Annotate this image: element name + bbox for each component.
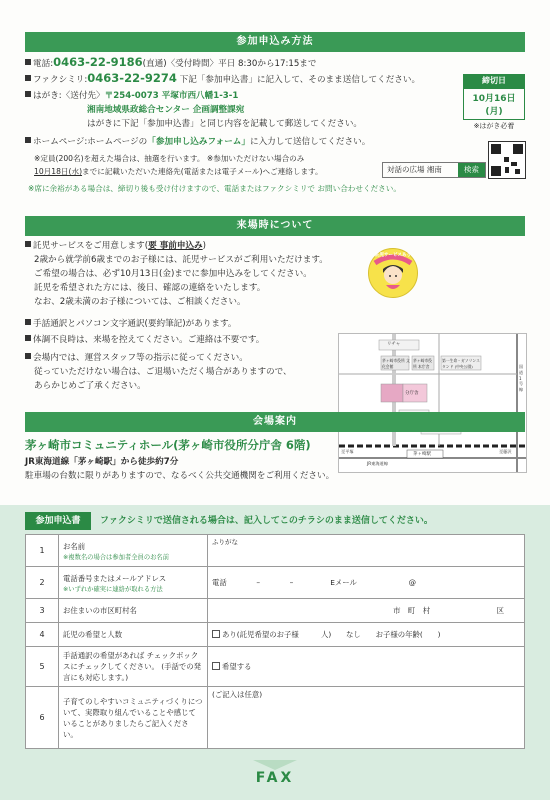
checkbox-icon[interactable] xyxy=(212,662,220,670)
phone-number: 0463-22-9186 xyxy=(53,55,143,69)
phone-line xyxy=(25,56,317,71)
name-field[interactable] xyxy=(208,535,525,567)
note-contact-date: 10月18日(水) xyxy=(34,167,83,176)
map-label-9: 国道1号線 xyxy=(519,364,523,392)
bullet-icon xyxy=(25,353,31,359)
childcare-options: あり(託児希望のお子様 人) なし お子様の年齢( ) xyxy=(222,630,441,639)
phone-label: 電話: xyxy=(33,59,54,69)
childcare-field[interactable] xyxy=(208,623,525,647)
row-question: 手話通訳の希望があれば チェックボックスにチェックしてください。 (手話での発言にも対応します。) xyxy=(59,647,208,687)
form-row xyxy=(26,647,525,687)
map-label-10: 至平塚 xyxy=(341,449,354,454)
fax-label: FAX xyxy=(255,770,295,786)
map-label-8: JR東海道線 xyxy=(367,461,388,466)
row-number: 5 xyxy=(26,647,59,687)
question-name: お名前 xyxy=(63,541,86,551)
venue-parking: 駐車場の台数に限りがありますので、なるべく公共交通機関をご利用ください。 xyxy=(25,471,335,481)
childcare-text-1: 2歳から就学前6歳までのお子様には、託児サービスがご利用いただけます。 xyxy=(34,255,328,265)
phone-note: (直通)〈受付時間〉平日 8:30から17:15まで xyxy=(142,59,317,69)
bullet-icon xyxy=(25,91,31,97)
note-late-entry: ※席に余裕がある場合は、締切り後も受け付けますので、電話またはファクシミリで お問い合わせください。 xyxy=(28,184,401,193)
deadline-note: ※はがき必着 xyxy=(473,122,515,130)
row-question xyxy=(59,567,208,599)
row-question: 子育てのしやすいコミュニティづくりについて、実際取り組んでいることや感じていることがありましたらご記入ください。 xyxy=(59,687,208,749)
form-row xyxy=(26,623,525,647)
bullet-icon xyxy=(25,241,31,247)
childcare-mascot-icon xyxy=(368,248,418,298)
map-label-0: リチャ xyxy=(387,342,401,347)
postcard-note: はがきに下記「参加申込書」と同じ内容を記載して郵送してください。 xyxy=(87,119,363,129)
row-number: 4 xyxy=(26,623,59,647)
childcare-required: 要 事前申込み xyxy=(148,241,203,251)
postcard-address: 〒254-0073 平塚市西八幡1-3-1 xyxy=(104,91,239,101)
map-label-11: 至藤沢 xyxy=(499,449,512,454)
deadline-box xyxy=(463,74,525,131)
deadline-heading: 締切日 xyxy=(463,74,525,88)
checkbox-icon[interactable] xyxy=(212,630,220,638)
section-title-venue: 会場案内 xyxy=(25,412,525,432)
venue-access: JR東海道線「茅ヶ崎駅」から徒歩約7分 xyxy=(25,457,179,467)
note-lottery: ※定員(200名)を超えた場合は、抽選を行います。 ※参加いただけない場合のみ xyxy=(34,154,305,163)
contact-field[interactable] xyxy=(208,567,525,599)
childcare-close: ) xyxy=(202,241,206,251)
note-contact xyxy=(34,165,323,178)
bullet-icon xyxy=(25,75,31,81)
map-label-2: 茅ヶ崎市役所 本庁舎 xyxy=(413,358,432,369)
bullet-icon xyxy=(25,319,31,325)
bullet-icon xyxy=(25,59,31,65)
map-label-4: 分庁舎 xyxy=(405,391,419,396)
venue-name: 茅ヶ崎市コミュニティホール(茅ヶ崎市役所分庁舎 6階) xyxy=(25,438,311,452)
map-label-7: 茅ヶ崎駅 xyxy=(413,452,431,457)
form-row xyxy=(26,567,525,599)
map-label-3: 第一生命・ガソリンスタンド (中央公園) xyxy=(442,358,480,369)
fax-note: 下記「参加申込書」に記入して、そのまま送信してください。 xyxy=(179,75,421,85)
form-row xyxy=(26,599,525,623)
comment-optional-label: (ご記入は任意) xyxy=(212,690,263,699)
bullet-icon xyxy=(25,335,31,341)
sick-line xyxy=(25,334,264,347)
web-label: ホームページ:ホームページの xyxy=(33,137,148,147)
web-note: に入力して送信してください。 xyxy=(249,137,371,147)
question-name-sub: ※複数名の場合は参加者全員のお名前 xyxy=(63,553,170,561)
question-contact: 電話番号またはメールアドレス xyxy=(63,573,167,583)
staff-line xyxy=(25,352,248,365)
row-number: 3 xyxy=(26,599,59,623)
childcare-line xyxy=(25,240,206,253)
application-form xyxy=(25,534,525,749)
postcard-label: はがき:〈送付先〉 xyxy=(33,91,105,101)
form-note: ファクシミリで送信される場合は、記入してこのチラシのまま送信してください。 xyxy=(100,516,433,526)
childcare-text-4: なお、2歳未満のお子様については、ご相談ください。 xyxy=(34,297,246,307)
row-number: 1 xyxy=(26,535,59,567)
map-label-1: 茅ヶ崎市役所 文化会館 xyxy=(382,358,410,369)
question-contact-sub: ※いずれか確実に連絡が取れる方法 xyxy=(63,585,163,593)
search-text: 対話の広場 湘南 xyxy=(387,165,442,174)
form-row xyxy=(26,535,525,567)
childcare-text-3: 託児を希望された方には、後日、確認の連絡をいたします。 xyxy=(34,283,266,293)
staff-text-2: 従っていただけない場合は、ご退場いただく場合がありますので、 xyxy=(34,367,292,377)
fax-line xyxy=(25,72,420,87)
bullet-icon xyxy=(25,137,31,143)
postcard-line xyxy=(25,90,238,103)
row-number: 6 xyxy=(26,687,59,749)
childcare-label: 託児サービスをご用意します( xyxy=(33,241,149,251)
municipality-field[interactable] xyxy=(208,599,525,623)
fax-number: 0463-22-9274 xyxy=(87,71,177,85)
search-button[interactable]: 検索 xyxy=(458,163,485,177)
form-row xyxy=(26,687,525,749)
row-number: 2 xyxy=(26,567,59,599)
row-question xyxy=(59,535,208,567)
deadline-date: 10月16日(月) xyxy=(463,88,525,120)
venue-map xyxy=(338,333,527,473)
interpretation-text: 手話通訳とパソコン文字通訳(要約筆記)があります。 xyxy=(33,319,237,329)
web-line xyxy=(25,136,370,149)
section-title-application: 参加申込み方法 xyxy=(25,32,525,52)
staff-text-1: 会場内では、運営スタッフ等の指示に従ってください。 xyxy=(33,353,248,363)
municipality-template: 市 町 村 区 xyxy=(393,606,504,615)
mascot-badge: 託児サービスあり xyxy=(375,253,411,258)
sign-language-option: 希望する xyxy=(222,662,252,671)
sign-language-field[interactable] xyxy=(208,647,525,687)
qr-code-icon[interactable] xyxy=(488,141,526,179)
childcare-text-2: ご希望の場合は、必ず10月13日(金)までに参加申込みをしてください。 xyxy=(34,269,312,279)
furigana-label: ふりがな xyxy=(212,538,238,546)
comment-field[interactable] xyxy=(208,687,525,749)
interpretation-line xyxy=(25,318,237,331)
sick-text: 体調不良時は、来場を控えてください。ご連絡は不要です。 xyxy=(33,335,265,345)
contact-template: 電話 – – Eメール @ xyxy=(212,578,417,587)
note-contact-text: までに記載いただいた連絡先(電話または電子メール)へご連絡します。 xyxy=(82,167,323,176)
staff-text-3: あらかじめご了承ください。 xyxy=(34,381,146,391)
form-title: 参加申込書 xyxy=(25,512,91,530)
search-box[interactable] xyxy=(382,162,486,178)
row-question: お住まいの市区町村名 xyxy=(59,599,208,623)
down-arrow-icon xyxy=(253,760,297,770)
fax-label: ファクシミリ: xyxy=(33,75,88,85)
row-question: 託児の希望と人数 xyxy=(59,623,208,647)
section-title-visit: 来場時について xyxy=(25,216,525,236)
web-form-link[interactable]: 「参加申し込みフォーム」 xyxy=(147,137,250,147)
postcard-org: 湘南地域県政総合センター 企画調整課宛 xyxy=(87,105,245,115)
